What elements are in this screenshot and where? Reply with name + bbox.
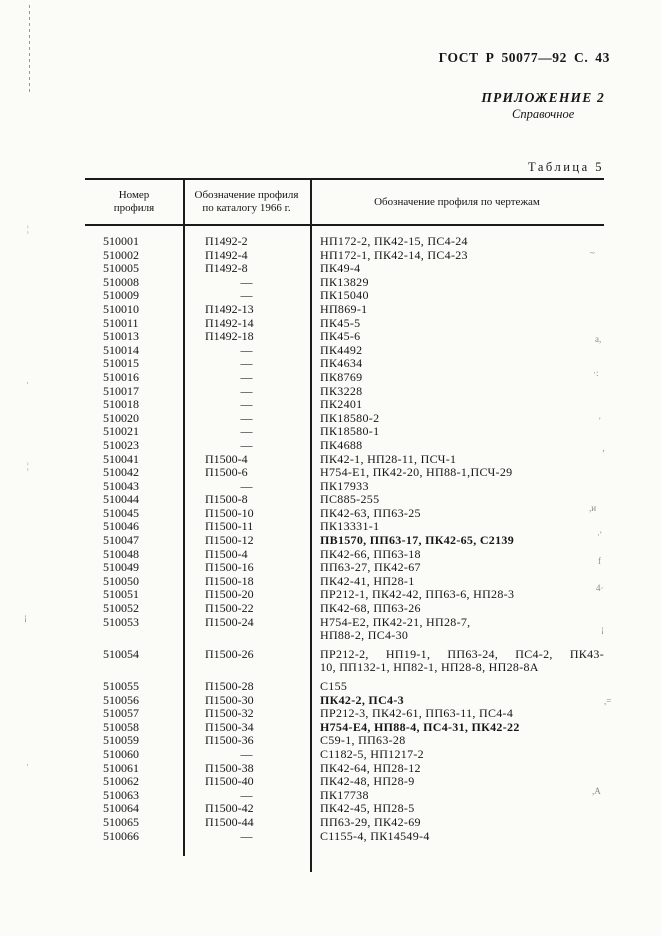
profiles-table — [85, 178, 604, 843]
table-row — [85, 480, 604, 494]
table-row — [85, 707, 604, 721]
profile-number: 510060 — [103, 746, 139, 761]
drawing-designations — [310, 317, 604, 331]
table-row — [85, 575, 604, 589]
drawing-designation-line: С1182-5, НП1217-2 — [320, 746, 424, 761]
profile-number: 510016 — [103, 369, 139, 384]
drawing-designations — [310, 694, 604, 708]
scan-artifact: f — [598, 556, 601, 566]
drawing-designation-line: ПР212-2, НП19-1, ПП63-24, ПС4-2, ПК43- — [320, 646, 604, 661]
catalog-designation: П1500-32 — [205, 706, 254, 721]
drawing-designations — [310, 680, 604, 694]
scan-artifact: ¦ — [27, 224, 29, 234]
header-line: профиля — [113, 202, 155, 214]
drawing-designations — [310, 289, 604, 303]
profile-number: 510046 — [103, 519, 139, 534]
profile-number: 510008 — [103, 274, 139, 289]
catalog-designation: П1500-24 — [205, 614, 254, 629]
profile-number: 510049 — [103, 560, 139, 575]
drawing-designations — [310, 371, 604, 385]
scan-artifact: ' — [599, 416, 601, 426]
drawing-designation-line: ПП63-29, ПК42-69 — [320, 814, 421, 829]
profile-number: 510048 — [103, 546, 139, 561]
profile-number: 510055 — [103, 679, 139, 693]
drawing-designations — [310, 466, 604, 480]
table-row — [85, 762, 604, 776]
scan-artifact: ‚ — [602, 443, 605, 453]
drawing-designations — [310, 548, 604, 562]
drawing-designations — [310, 762, 604, 776]
drawing-designation-line: НП172-1, ПК42-14, ПС4-23 — [320, 247, 468, 262]
drawing-designations — [310, 575, 604, 589]
catalog-designation: П1500-4 — [205, 451, 248, 466]
profile-number: 510059 — [103, 733, 139, 748]
drawing-designations — [310, 830, 604, 844]
table-row — [85, 235, 604, 249]
drawing-designations — [310, 616, 604, 643]
table-row — [85, 262, 604, 276]
catalog-designation: П1500-28 — [205, 679, 254, 693]
drawing-designations — [310, 412, 604, 426]
table-caption: Таблица 5 — [528, 160, 604, 174]
no-catalog-designation-mark: — — [240, 356, 253, 371]
catalog-designation: П1492-18 — [205, 329, 254, 344]
drawing-designation-line: ПК42-64, НП28-12 — [320, 760, 421, 775]
drawing-designation-line: ПК42-48, НП28-9 — [320, 774, 415, 789]
table-row — [85, 317, 604, 331]
profile-number: 510062 — [103, 774, 139, 789]
catalog-designation: П1492-13 — [205, 301, 254, 316]
annex-title: ПРИЛОЖЕНИЕ 2 — [481, 90, 605, 105]
no-catalog-designation-mark: — — [240, 383, 253, 398]
drawing-designation-line: ПК13331-1 — [320, 519, 380, 534]
scan-artifact: · — [26, 378, 29, 388]
catalog-designation: П1500-44 — [205, 814, 254, 829]
catalog-designation: П1500-42 — [205, 801, 254, 816]
scan-artifact: ¡ — [601, 624, 604, 634]
annex-subtitle: Справочное — [512, 107, 575, 121]
profile-number: 510057 — [103, 706, 139, 721]
table-row — [85, 789, 604, 803]
drawing-designations — [310, 648, 604, 675]
table-row — [85, 680, 604, 694]
table-row — [85, 385, 604, 399]
scan-artifact: ·: — [593, 368, 599, 378]
scan-artifact: ,и — [589, 503, 597, 513]
catalog-designation: П1500-6 — [205, 465, 248, 480]
drawing-designations — [310, 439, 604, 453]
drawing-designations — [310, 385, 604, 399]
drawing-designation-line: ПВ1570, ПП63-17, ПК42-65, С2139 — [320, 533, 514, 548]
drawing-designation-line: ПР212-3, ПК42-61, ПП63-11, ПС4-4 — [320, 706, 514, 721]
column-header-profile-number — [85, 189, 183, 215]
no-catalog-designation-mark: — — [240, 828, 253, 843]
table-body — [85, 226, 604, 843]
drawing-designation-line: 10, ПП132-1, НП82-1, НП28-8, НП28-8А — [320, 660, 539, 675]
table-row — [85, 276, 604, 290]
drawing-designation-line: ПК2401 — [320, 397, 363, 412]
profile-number: 510042 — [103, 465, 139, 480]
catalog-designation: П1500-26 — [205, 646, 254, 661]
drawing-designation-line: ПК45-6 — [320, 329, 361, 344]
drawing-designation-line: НП88-2, ПС4-30 — [320, 628, 409, 643]
scan-artifact: а, — [595, 334, 602, 344]
catalog-designation: П1500-11 — [205, 519, 254, 534]
header-line: Обозначение профиля — [194, 189, 299, 201]
drawing-designation-line: С155 — [320, 679, 348, 693]
column-header-drawing-designation — [310, 196, 604, 209]
catalog-designation: П1500-20 — [205, 587, 254, 602]
profile-number: 510066 — [103, 828, 139, 843]
drawing-designation-line: ПК4634 — [320, 356, 363, 371]
drawing-designations — [310, 453, 604, 467]
drawing-designations — [310, 721, 604, 735]
drawing-designations — [310, 602, 604, 616]
page-header: ГОСТ Р 50077—92 С. 43 — [438, 50, 610, 65]
drawing-designations — [310, 303, 604, 317]
drawing-designation-line: ПК42-1, НП28-11, ПСЧ-1 — [320, 451, 457, 466]
drawing-designation-line: ПП63-27, ПК42-67 — [320, 560, 421, 575]
profile-number: 510063 — [103, 787, 139, 802]
scan-binding-mark — [29, 5, 30, 93]
no-catalog-designation-mark: — — [240, 342, 253, 357]
drawing-designation-line: ПК45-5 — [320, 315, 361, 330]
drawing-designation-line: ПК4492 — [320, 342, 363, 357]
table-row — [85, 303, 604, 317]
drawing-designation-line: ПК42-45, НП28-5 — [320, 801, 415, 816]
catalog-designation: П1500-16 — [205, 560, 254, 575]
catalog-designation: П1500-22 — [205, 601, 254, 616]
drawing-designations — [310, 588, 604, 602]
profile-number: 510005 — [103, 261, 139, 276]
drawing-designation-line: ПК13829 — [320, 274, 369, 289]
table-row — [85, 648, 604, 675]
profile-number: 510043 — [103, 478, 139, 493]
table-row — [85, 775, 604, 789]
catalog-designation: П1500-18 — [205, 573, 254, 588]
no-catalog-designation-mark: — — [240, 369, 253, 384]
table-row — [85, 466, 604, 480]
table-row — [85, 507, 604, 521]
catalog-designation: П1500-38 — [205, 760, 254, 775]
scan-artifact: 4· — [596, 583, 604, 593]
table-row — [85, 588, 604, 602]
catalog-designation: П1492-2 — [205, 234, 248, 248]
profile-number: 510018 — [103, 397, 139, 412]
table-row — [85, 330, 604, 344]
drawing-designations — [310, 235, 604, 249]
drawing-designation-line: ПК18580-1 — [320, 424, 380, 439]
profile-number: 510010 — [103, 301, 139, 316]
profile-number: 510061 — [103, 760, 139, 775]
profile-number: 510065 — [103, 814, 139, 829]
drawing-designations — [310, 398, 604, 412]
table-row — [85, 548, 604, 562]
profile-number: 510056 — [103, 692, 139, 707]
table-header-row — [85, 178, 604, 226]
profile-number: 510011 — [103, 315, 139, 330]
profile-number: 510041 — [103, 451, 139, 466]
scan-artifact: ¡ — [24, 612, 27, 622]
table-row — [85, 412, 604, 426]
drawing-designations — [310, 748, 604, 762]
no-catalog-designation-mark: — — [240, 478, 253, 493]
table-row — [85, 534, 604, 548]
drawing-designation-line: Н754-Е4, НП88-4, ПС4-31, ПК42-22 — [320, 719, 520, 734]
drawing-designations — [310, 330, 604, 344]
column-header-catalog-designation — [183, 189, 310, 215]
catalog-designation: П1500-36 — [205, 733, 254, 748]
no-catalog-designation-mark: — — [240, 288, 253, 303]
no-catalog-designation-mark: — — [240, 424, 253, 439]
profile-number: 510044 — [103, 492, 139, 507]
profile-number: 510053 — [103, 614, 139, 629]
table-row — [85, 493, 604, 507]
catalog-designation: П1492-4 — [205, 247, 248, 262]
profile-number: 510045 — [103, 505, 139, 520]
profile-number: 510002 — [103, 247, 139, 262]
profile-number: 510015 — [103, 356, 139, 371]
scan-artifact: ~ — [590, 248, 595, 258]
drawing-designations — [310, 707, 604, 721]
profile-number: 510014 — [103, 342, 139, 357]
profile-number: 510058 — [103, 719, 139, 734]
drawing-designations — [310, 425, 604, 439]
drawing-designation-line: ПК15040 — [320, 288, 369, 303]
scan-artifact: ¦ — [27, 461, 29, 471]
drawing-designations — [310, 561, 604, 575]
drawing-designation-line: ПК18580-2 — [320, 410, 380, 425]
scan-artifact: ,А — [592, 786, 601, 796]
catalog-designation: П1500-40 — [205, 774, 254, 789]
drawing-designations — [310, 734, 604, 748]
table-row — [85, 802, 604, 816]
table-row — [85, 453, 604, 467]
catalog-designation: П1500-30 — [205, 692, 254, 707]
table-row — [85, 748, 604, 762]
scan-artifact: · — [26, 760, 29, 770]
drawing-designations — [310, 534, 604, 548]
drawing-designations — [310, 789, 604, 803]
profile-number: 510020 — [103, 410, 139, 425]
drawing-designation-line: ПК42-63, ПП63-25 — [320, 505, 421, 520]
drawing-designations — [310, 262, 604, 276]
profile-number: 510001 — [103, 234, 139, 248]
no-catalog-designation-mark: — — [240, 410, 253, 425]
profile-number: 510054 — [103, 646, 139, 661]
drawing-designations — [310, 802, 604, 816]
drawing-designation-line: НП172-2, ПК42-15, ПС4-24 — [320, 234, 468, 248]
table-row — [85, 816, 604, 830]
table-row — [85, 721, 604, 735]
drawing-designations — [310, 775, 604, 789]
no-catalog-designation-mark: — — [240, 787, 253, 802]
catalog-designation: П1500-10 — [205, 505, 254, 520]
table-row — [85, 398, 604, 412]
table-row — [85, 734, 604, 748]
drawing-designation-line: ПР212-1, ПК42-42, ПП63-6, НП28-3 — [320, 587, 515, 602]
drawing-designations — [310, 344, 604, 358]
drawing-designation-line: ПК17933 — [320, 478, 369, 493]
column-divider-2 — [310, 178, 312, 872]
catalog-designation: П1500-8 — [205, 492, 248, 507]
profile-number: 510023 — [103, 437, 139, 452]
drawing-designation-line: С59-1, ПП63-28 — [320, 733, 406, 748]
catalog-designation: П1500-34 — [205, 719, 254, 734]
drawing-designations — [310, 276, 604, 290]
drawing-designation-line: ПС885-255 — [320, 492, 380, 507]
drawing-designations — [310, 480, 604, 494]
profile-number: 510017 — [103, 383, 139, 398]
drawing-designations — [310, 357, 604, 371]
profile-number: 510047 — [103, 533, 139, 548]
drawing-designations — [310, 249, 604, 263]
drawing-designations — [310, 507, 604, 521]
no-catalog-designation-mark: — — [240, 397, 253, 412]
drawing-designation-line: НП869-1 — [320, 301, 368, 316]
catalog-designation: П1492-14 — [205, 315, 254, 330]
header-line: Номер — [118, 189, 150, 201]
table-row — [85, 289, 604, 303]
profile-number: 510009 — [103, 288, 139, 303]
drawing-designation-line: ПК49-4 — [320, 261, 361, 276]
drawing-designation-line: Н754-Е2, ПК42-21, НП28-7, — [320, 614, 471, 629]
drawing-designation-line: ПК4688 — [320, 437, 363, 452]
table-row — [85, 249, 604, 263]
table-row — [85, 439, 604, 453]
no-catalog-designation-mark: — — [240, 437, 253, 452]
profile-number: 510013 — [103, 329, 139, 344]
table-row — [85, 344, 604, 358]
drawing-designation-line: Н754-Е1, ПК42-20, НП88-1,ПСЧ-29 — [320, 465, 513, 480]
profile-number: 510021 — [103, 424, 139, 439]
drawing-designations — [310, 520, 604, 534]
drawing-designation-line: ПК17738 — [320, 787, 369, 802]
drawing-designations — [310, 816, 604, 830]
header-line: Обозначение профиля по чертежам — [374, 195, 540, 208]
table-row — [85, 425, 604, 439]
table-row — [85, 602, 604, 616]
profile-number: 510050 — [103, 573, 139, 588]
profile-number: 510052 — [103, 601, 139, 616]
drawing-designations — [310, 493, 604, 507]
drawing-designation-line: ПК42-68, ПП63-26 — [320, 601, 421, 616]
profile-number: 510051 — [103, 587, 139, 602]
table-row — [85, 371, 604, 385]
table-row — [85, 520, 604, 534]
drawing-designation-line: ПК42-41, НП28-1 — [320, 573, 415, 588]
table-row — [85, 694, 604, 708]
no-catalog-designation-mark: — — [240, 746, 253, 761]
table-row — [85, 830, 604, 844]
drawing-designation-line: ПК8769 — [320, 369, 363, 384]
catalog-designation: П1492-8 — [205, 261, 248, 276]
header-line: по каталогу 1966 г. — [202, 202, 291, 214]
drawing-designation-line: С1155-4, ПК14549-4 — [320, 828, 430, 843]
drawing-designation-line: ПК3228 — [320, 383, 363, 398]
scan-artifact: ,= — [604, 696, 612, 706]
catalog-designation: П1500-4 — [205, 546, 248, 561]
table-row — [85, 561, 604, 575]
scan-artifact: ·' — [597, 530, 602, 540]
profile-number: 510064 — [103, 801, 139, 816]
drawing-designation-line: ПК42-66, ПП63-18 — [320, 546, 421, 561]
column-divider-1 — [183, 178, 185, 856]
table-row — [85, 616, 604, 643]
annex-block — [481, 90, 605, 122]
drawing-designation-line: ПК42-2, ПС4-3 — [320, 692, 404, 707]
no-catalog-designation-mark: — — [240, 274, 253, 289]
catalog-designation: П1500-12 — [205, 533, 254, 548]
table-row — [85, 357, 604, 371]
